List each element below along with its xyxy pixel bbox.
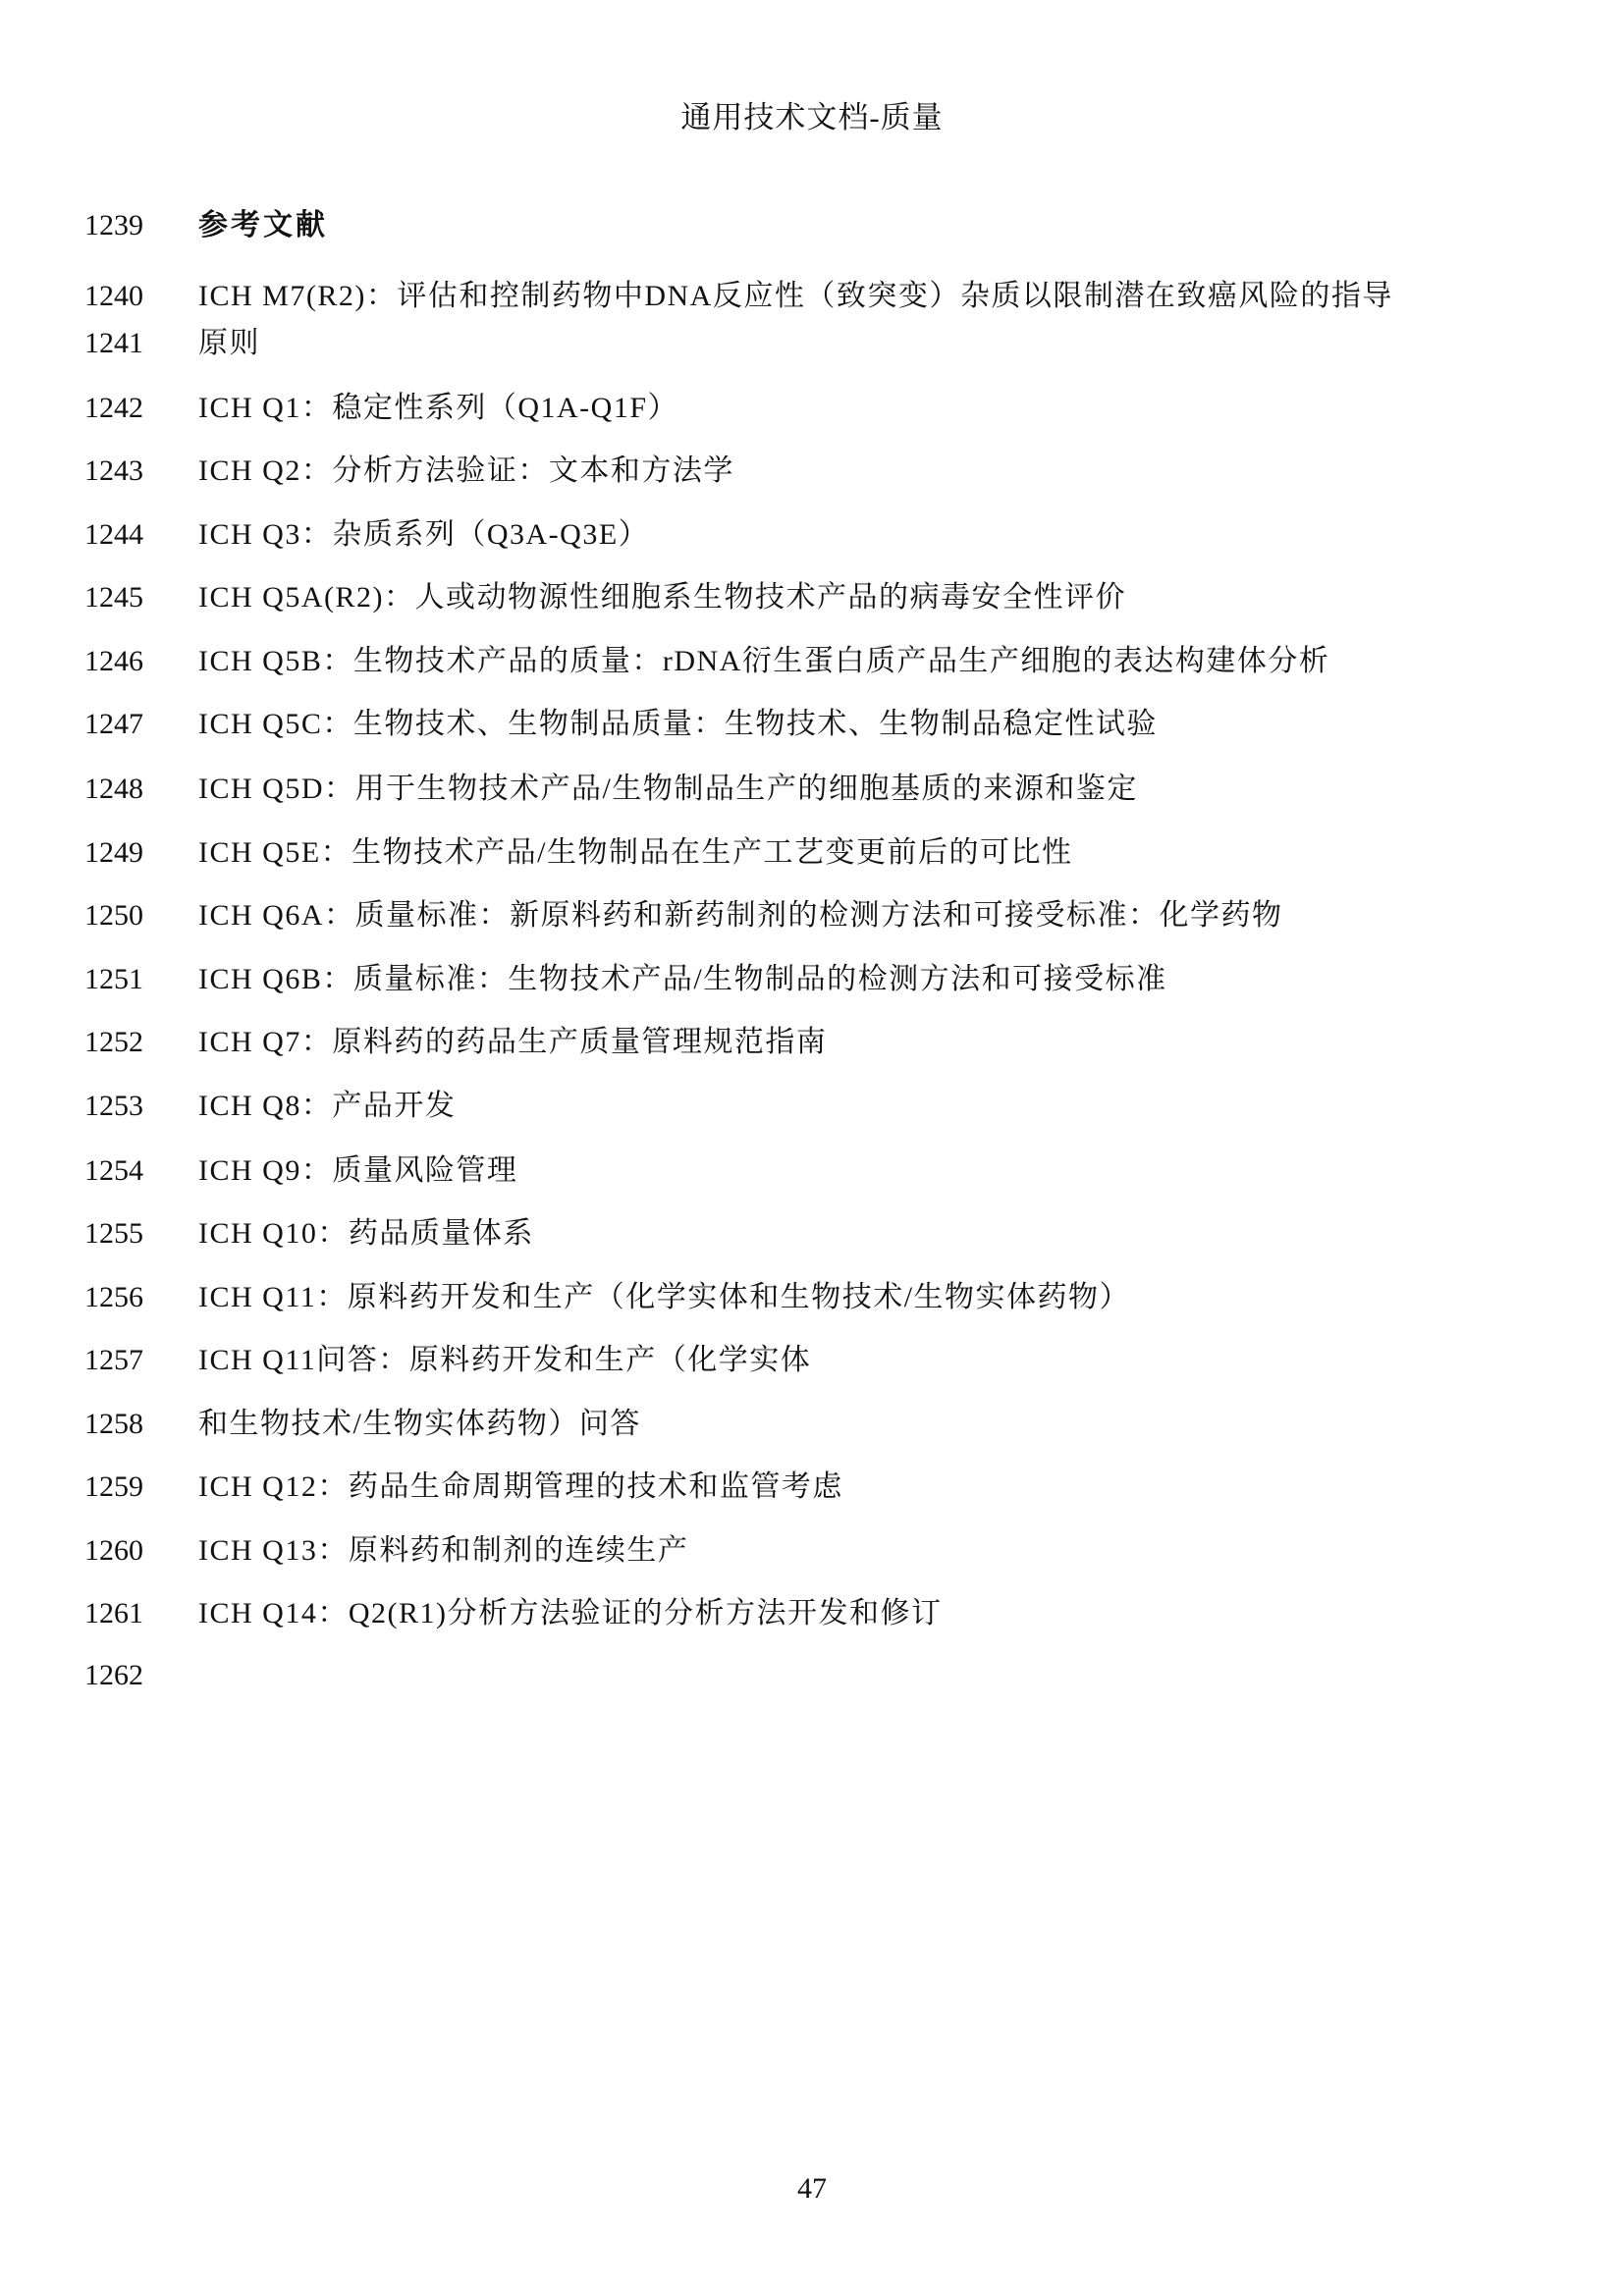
reference-line [0, 1468, 1624, 1507]
line-number: 1246 [84, 645, 143, 677]
reference-line [0, 1405, 1624, 1444]
reference-line [0, 1214, 1624, 1254]
reference-line [0, 1151, 1624, 1191]
reference-text: ICH Q10：药品质量体系 [198, 1217, 534, 1250]
reference-text: ICH Q12：药品生命周期管理的技术和监管考虑 [198, 1470, 843, 1503]
reference-line [0, 1531, 1624, 1571]
line-number: 1242 [84, 392, 143, 424]
line-number: 1258 [84, 1408, 143, 1440]
reference-text: ICH Q13：原料药和制剂的连续生产 [198, 1534, 689, 1567]
line-number: 1248 [84, 773, 143, 805]
line-number: 1257 [84, 1344, 143, 1376]
reference-line [0, 1023, 1624, 1062]
reference-line [0, 1594, 1624, 1633]
reference-line [0, 1341, 1624, 1380]
reference-line [0, 833, 1624, 873]
line-number: 1255 [84, 1217, 143, 1250]
reference-text: ICH Q2：分析方法验证：文本和方法学 [198, 454, 734, 487]
reference-text: ICH Q11问答：原料药开发和生产（化学实体 [198, 1344, 812, 1376]
line-number: 1249 [84, 836, 143, 869]
reference-line [0, 896, 1624, 935]
reference-line [0, 515, 1624, 555]
line-number: 1241 [84, 327, 143, 359]
reference-text: ICH Q6A：质量标准：新原料药和新药制剂的检测方法和可接受标准：化学药物 [198, 899, 1283, 932]
line-number: 1244 [84, 518, 143, 551]
line-number: 1252 [84, 1026, 143, 1058]
reference-text: ICH Q7：原料药的药品生产质量管理规范指南 [198, 1026, 828, 1058]
reference-text: ICH Q5E：生物技术产品/生物制品在生产工艺变更前后的可比性 [198, 836, 1073, 869]
page-number: 47 [797, 2172, 827, 2205]
line-number: 1245 [84, 581, 143, 614]
reference-text: 原则 [198, 327, 260, 359]
line-number: 1259 [84, 1470, 143, 1503]
reference-text: ICH Q5A(R2)：人或动物源性细胞系生物技术产品的病毒安全性评价 [198, 581, 1126, 614]
line-number: 1262 [84, 1659, 143, 1691]
reference-text: ICH Q9：质量风险管理 [198, 1154, 518, 1187]
empty-line [0, 1656, 1624, 1695]
line-number: 1243 [84, 454, 143, 487]
section-heading-row [0, 206, 1624, 245]
line-number: 1251 [84, 963, 143, 995]
reference-line [0, 578, 1624, 617]
line-number: 1247 [84, 708, 143, 740]
reference-text: 和生物技术/生物实体药物）问答 [198, 1408, 641, 1440]
line-number: 1250 [84, 899, 143, 932]
reference-line [0, 960, 1624, 999]
line-number: 1239 [84, 209, 143, 241]
reference-text: ICH Q5B：生物技术产品的质量：rDNA衍生蛋白质产品生产细胞的表达构建体分析 [198, 645, 1330, 677]
reference-line [0, 452, 1624, 491]
reference-text: ICH Q3：杂质系列（Q3A-Q3E） [198, 518, 650, 551]
reference-line [0, 642, 1624, 681]
running-header: 通用技术文档-质量 [680, 100, 944, 134]
reference-text: ICH Q5D：用于生物技术产品/生物制品生产的细胞基质的来源和鉴定 [198, 773, 1138, 805]
reference-text: ICH Q14：Q2(R1)分析方法验证的分析方法开发和修订 [198, 1597, 943, 1629]
reference-text: ICH Q1：稳定性系列（Q1A-Q1F） [198, 392, 678, 424]
section-title: 参考文献 [198, 209, 328, 241]
line-number: 1240 [84, 280, 143, 312]
line-number: 1256 [84, 1281, 143, 1313]
line-number: 1260 [84, 1534, 143, 1567]
reference-line [0, 389, 1624, 428]
reference-text: ICH Q5C：生物技术、生物制品质量：生物技术、生物制品稳定性试验 [198, 708, 1158, 740]
line-number: 1253 [84, 1090, 143, 1122]
reference-line [0, 705, 1624, 744]
reference-text: ICH Q8：产品开发 [198, 1090, 457, 1122]
reference-text: ICH M7(R2)：评估和控制药物中DNA反应性（致突变）杂质以限制潜在致癌风险的指导 [198, 280, 1393, 312]
reference-line [0, 324, 1624, 363]
reference-text: ICH Q11：原料药开发和生产（化学实体和生物技术/生物实体药物） [198, 1281, 1131, 1313]
reference-line [0, 770, 1624, 809]
line-number: 1254 [84, 1154, 143, 1187]
line-number: 1261 [84, 1597, 143, 1629]
reference-text: ICH Q6B：质量标准：生物技术产品/生物制品的检测方法和可接受标准 [198, 963, 1167, 995]
reference-line [0, 1087, 1624, 1126]
reference-line [0, 1278, 1624, 1317]
reference-line [0, 277, 1624, 316]
